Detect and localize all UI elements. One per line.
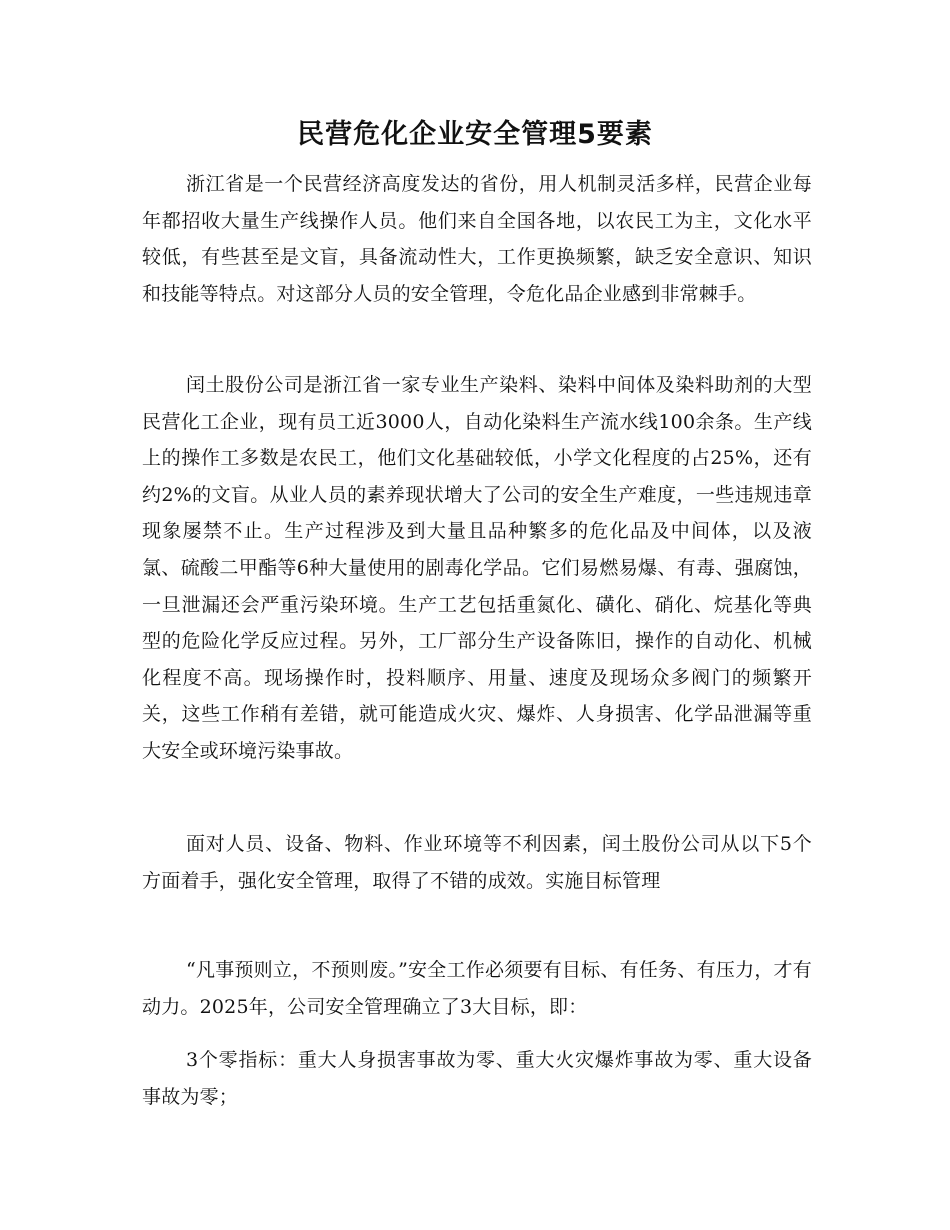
paragraph-zero-indicators: 3个零指标：重大人身损害事故为零、重大火灾爆炸事故为零、重大设备事故为零；: [142, 1049, 812, 1108]
paragraph-approach: 面对人员、设备、物料、作业环境等不利因素，闰土股份公司从以下5个方面着手，强化安全管理，取得了不错的成效。实施目标管理: [142, 833, 812, 892]
paragraph-company-profile: 闰土股份公司是浙江省一家专业生产染料、染料中间体及染料助剂的大型民营化工企业，现有员工近3000人，自动化染料生产流水线100余条。生产线上的操作工多数是农民工，他们文化基础较低，小学文化程度的占25%，还有约2%的文盲。从业人员的素养现状增大了公司的安全生产难度，一些违规违章现象屡禁不止。生产过程涉及到大量且品种繁多的危化品及中间体，以及液氯、硫酸二甲酯等6种大量使用的剧毒化学品。它们易燃易爆、有毒、强腐蚀，一旦泄漏还会严重污染环境。生产工艺包括重氮化、磺化、硝化、烷基化等典型的危险化学反应过程。另外，工厂部分生产设备陈旧，操作的自动化、机械化程度不高。现场操作时，投料顺序、用量、速度及现场众多阀门的频繁开关，这些工作稍有差错，就可能造成火灾、爆炸、人身损害、化学品泄漏等重大安全或环境污染事故。: [142, 374, 812, 762]
paragraph-intro: 浙江省是一个民营经济高度发达的省份，用人机制灵活多样，民营企业每年都招收大量生产线操作人员。他们来自全国各地，以农民工为主，文化水平较低，有些甚至是文盲，具备流动性大，工作更换频繁，缺乏安全意识、知识和技能等特点。对这部分人员的安全管理，令危化品企业感到非常棘手。: [142, 173, 812, 305]
paragraph-targets: “凡事预则立，不预则废。”安全工作必须要有目标、有任务、有压力，才有动力。2025年，公司安全管理确立了3大目标，即：: [142, 959, 812, 1018]
document-title: 民营危化企业安全管理5要素: [297, 119, 653, 150]
